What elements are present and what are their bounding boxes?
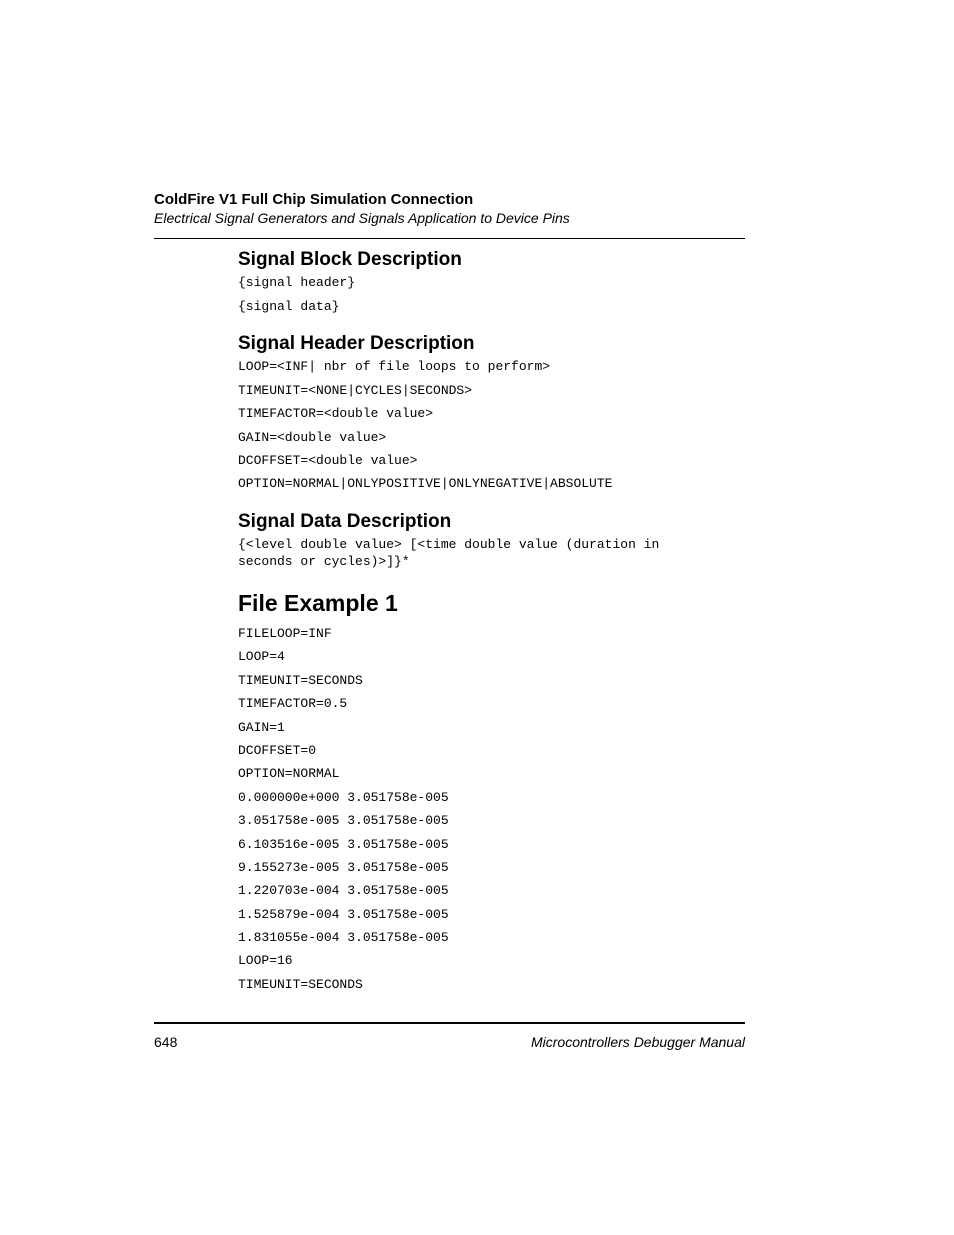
running-header-subtitle: Electrical Signal Generators and Signals Application to Device Pins: [154, 210, 570, 226]
code-line: 0.000000e+000 3.051758e-005: [238, 790, 449, 805]
code-line: DCOFFSET=<double value>: [238, 453, 418, 468]
code-line: 1.831055e-004 3.051758e-005: [238, 930, 449, 945]
section-heading-signal-header: Signal Header Description: [238, 333, 475, 354]
code-line: 9.155273e-005 3.051758e-005: [238, 860, 449, 875]
code-line: LOOP=<INF| nbr of file loops to perform>: [238, 359, 551, 374]
section-heading-signal-block: Signal Block Description: [238, 249, 462, 270]
code-line: FILELOOP=INF: [238, 626, 332, 641]
code-line: LOOP=16: [238, 953, 293, 968]
code-line: seconds or cycles)>]}*: [238, 554, 410, 569]
code-line: {signal data}: [238, 299, 340, 314]
section-heading-file-example: File Example 1: [238, 590, 398, 616]
code-line: 3.051758e-005 3.051758e-005: [238, 813, 449, 828]
page-number: 648: [154, 1034, 178, 1050]
code-line: TIMEFACTOR=<double value>: [238, 406, 434, 421]
code-line: DCOFFSET=0: [238, 743, 317, 758]
footer-manual-title: Microcontrollers Debugger Manual: [531, 1034, 745, 1050]
code-line: {signal header}: [238, 275, 356, 290]
section-heading-signal-data: Signal Data Description: [238, 511, 452, 532]
code-line: OPTION=NORMAL|ONLYPOSITIVE|ONLYNEGATIVE|ABSOLUTE: [238, 476, 613, 491]
code-line: LOOP=4: [238, 649, 285, 664]
code-line: GAIN=<double value>: [238, 430, 387, 445]
code-line: 6.103516e-005 3.051758e-005: [238, 837, 449, 852]
code-line: TIMEUNIT=<NONE|CYCLES|SECONDS>: [238, 383, 473, 398]
code-line: TIMEFACTOR=0.5: [238, 696, 348, 711]
code-line: GAIN=1: [238, 720, 285, 735]
code-line: OPTION=NORMAL: [238, 766, 340, 781]
code-line: 1.220703e-004 3.051758e-005: [238, 883, 449, 898]
code-line: {<level double value> [<time double value (duration in: [238, 537, 660, 552]
footer-rule: [154, 1022, 745, 1024]
code-line: TIMEUNIT=SECONDS: [238, 673, 363, 688]
running-header-title: ColdFire V1 Full Chip Simulation Connection: [154, 191, 474, 208]
code-line: 1.525879e-004 3.051758e-005: [238, 907, 449, 922]
code-line: TIMEUNIT=SECONDS: [238, 977, 363, 992]
header-rule: [154, 238, 745, 239]
